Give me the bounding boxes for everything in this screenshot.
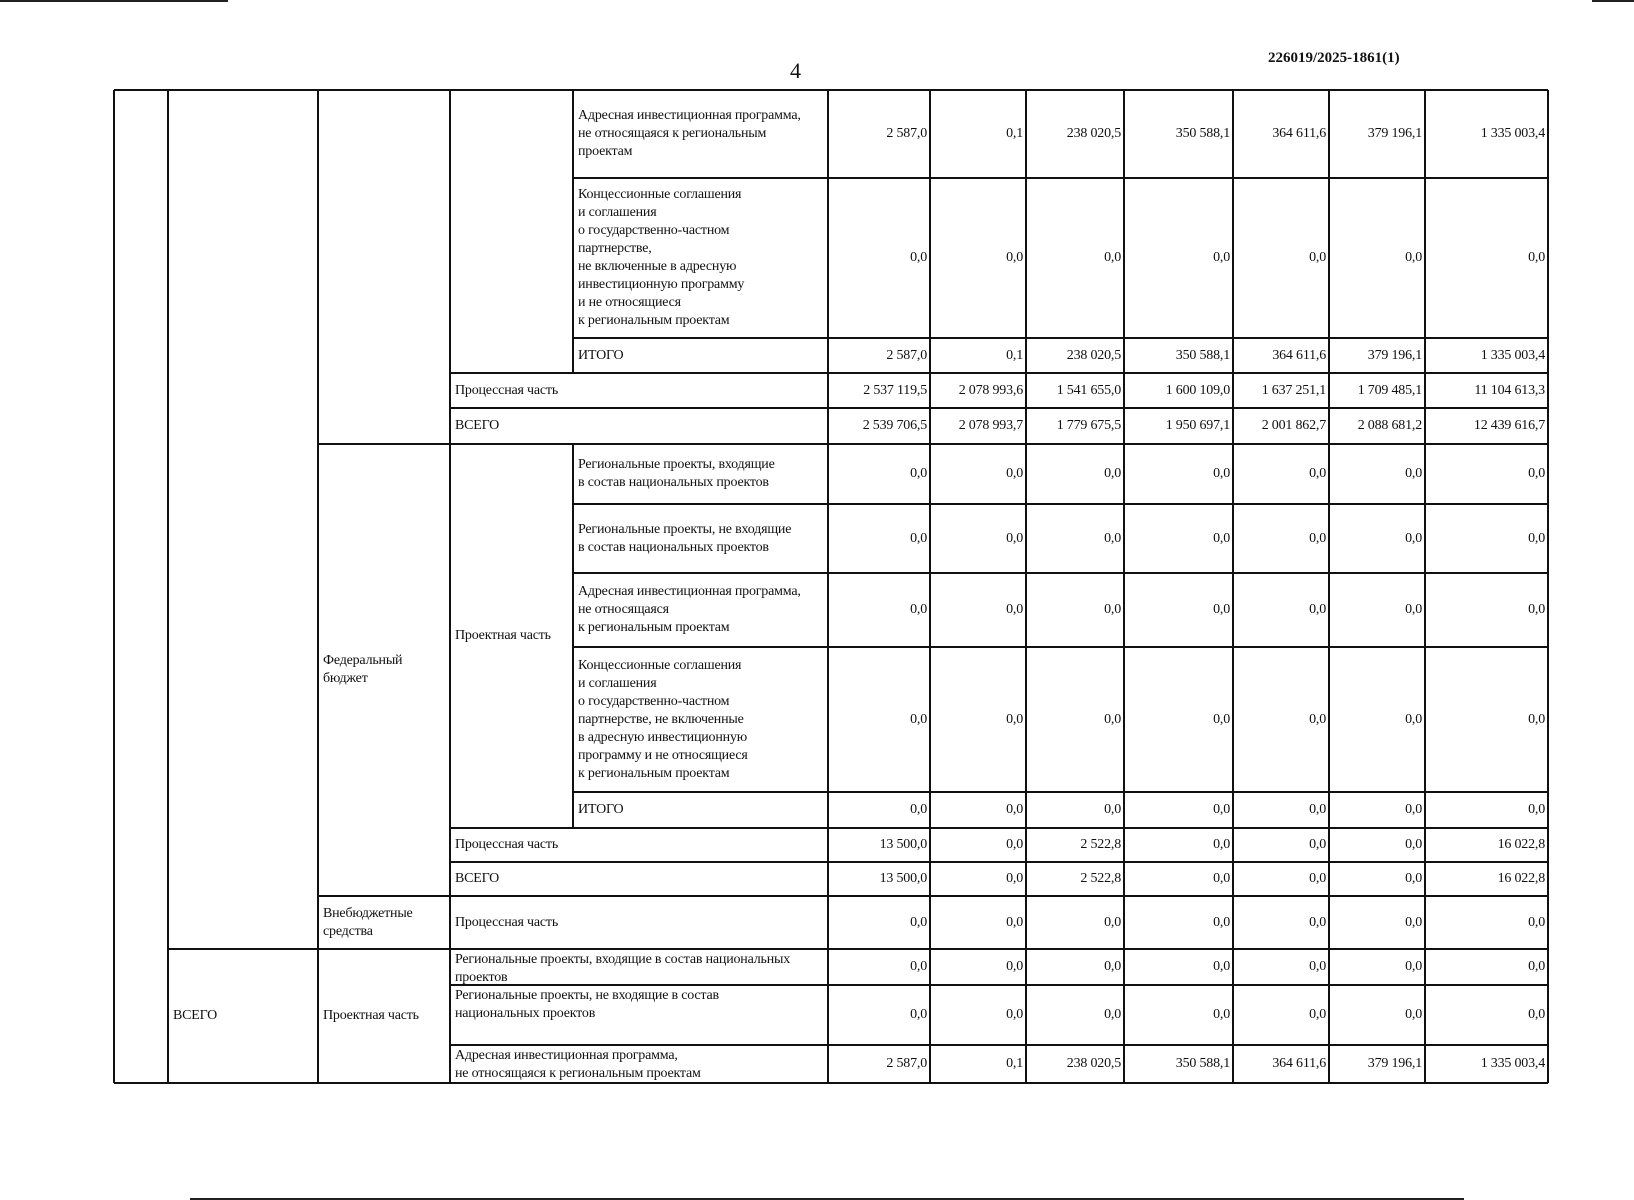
itogo-label: ИТОГО xyxy=(578,802,624,817)
value-cell: 364 611,6 xyxy=(1272,1056,1326,1071)
value-cell: 0,0 xyxy=(910,530,927,546)
value-cell: 0,0 xyxy=(1309,837,1326,852)
value-cell: 0,0 xyxy=(910,914,927,930)
value-cell: 364 611,6 xyxy=(1272,347,1326,363)
regional-projects-national-label: Региональные проекты, входящие в состав национальных проектов xyxy=(578,457,775,490)
value-cell: 0,1 xyxy=(1006,347,1023,363)
regional-projects-non-national-label: Региональные проекты, не входящие в состав национальных проектов xyxy=(578,521,792,555)
value-cell: 1 541 655,0 xyxy=(1056,382,1121,398)
value-cell: 0,0 xyxy=(1309,1007,1326,1022)
value-cell: 1 709 485,1 xyxy=(1357,382,1422,398)
value-cell: 0,0 xyxy=(1528,530,1545,546)
project-part-label: Проектная часть xyxy=(455,628,551,643)
process-part-label: Процессная часть xyxy=(455,837,559,852)
value-cell: 0,0 xyxy=(1213,711,1230,727)
value-cell: 0,0 xyxy=(1006,602,1023,617)
aip-label: Адресная инвестиционная программа, не относящаяся к региональным проектам xyxy=(578,584,801,635)
concession-label: Концессионные соглашения и соглашения о государственно-частном партнерстве, не включенные в адресную инвестиционную программу и не относящиеся к региональным проектам xyxy=(578,187,745,328)
page-number: 4 xyxy=(790,58,801,83)
value-cell: 0,0 xyxy=(1405,1007,1422,1022)
value-cell: 0,0 xyxy=(1528,1007,1545,1022)
value-cell: 0,0 xyxy=(1213,802,1230,817)
value-cell: 0,0 xyxy=(1104,530,1121,546)
value-cell: 0,0 xyxy=(1006,871,1023,886)
value-cell: 0,0 xyxy=(1528,250,1545,265)
value-cell: 12 439 616,7 xyxy=(1473,418,1545,433)
value-cell: 0,0 xyxy=(1006,914,1023,930)
vsego-label: ВСЕГО xyxy=(455,418,500,433)
value-cell: 0,0 xyxy=(910,802,927,817)
value-cell: 0,0 xyxy=(1104,1007,1121,1022)
value-cell: 0,0 xyxy=(910,959,927,974)
value-cell: 0,0 xyxy=(1006,530,1023,546)
value-cell: 0,0 xyxy=(1213,602,1230,617)
value-cell: 0,0 xyxy=(1213,837,1230,852)
value-cell: 0,0 xyxy=(1405,802,1422,817)
value-cell: 0,0 xyxy=(1405,530,1422,546)
value-cell: 0,0 xyxy=(1309,871,1326,886)
value-cell: 1 335 003,4 xyxy=(1480,1056,1545,1071)
value-cell: 350 588,1 xyxy=(1175,347,1230,363)
value-cell: 0,0 xyxy=(1213,250,1230,265)
value-cell: 0,0 xyxy=(1006,466,1023,481)
regional-projects-national-label: Региональные проекты, входящие в состав национальных проектов xyxy=(455,952,790,985)
project-part-label: Проектная часть xyxy=(323,1008,419,1023)
value-cell: 0,0 xyxy=(1104,466,1121,481)
document-id: 226019/2025-1861(1) xyxy=(1268,50,1400,66)
value-cell: 0,1 xyxy=(1006,1056,1023,1071)
value-cell: 2 587,0 xyxy=(886,347,927,363)
value-cell: 2 539 706,5 xyxy=(862,418,927,433)
value-cell: 16 022,8 xyxy=(1497,837,1545,852)
value-cell: 0,0 xyxy=(910,250,927,265)
value-cell: 0,0 xyxy=(1006,250,1023,265)
aip-label: Адресная инвестиционная программа, не относящаяся к региональным проектам xyxy=(578,108,801,159)
value-cell: 1 950 697,1 xyxy=(1165,418,1230,433)
value-cell: 0,0 xyxy=(1104,914,1121,930)
value-cell: 0,0 xyxy=(1309,602,1326,617)
value-cell: 238 020,5 xyxy=(1066,347,1121,363)
value-cell: 0,0 xyxy=(910,602,927,617)
value-cell: 1 335 003,4 xyxy=(1480,126,1545,141)
value-cell: 0,0 xyxy=(910,711,927,727)
value-cell: 379 196,1 xyxy=(1367,126,1422,141)
value-cell: 0,0 xyxy=(1006,837,1023,852)
value-cell: 11 104 613,3 xyxy=(1474,382,1545,398)
value-cell: 2 088 681,2 xyxy=(1357,418,1422,433)
value-cell: 2 078 993,6 xyxy=(958,382,1023,398)
value-cell: 0,0 xyxy=(910,466,927,481)
value-cell: 0,0 xyxy=(1528,959,1545,974)
value-cell: 2 587,0 xyxy=(886,1056,927,1071)
value-cell: 0,0 xyxy=(1528,602,1545,617)
federal-budget-label: Федеральный бюджет xyxy=(323,653,403,686)
value-cell: 379 196,1 xyxy=(1367,347,1422,363)
value-cell: 0,0 xyxy=(1528,466,1545,481)
value-cell: 0,0 xyxy=(1006,711,1023,727)
value-cell: 0,0 xyxy=(1104,250,1121,265)
process-part-label: Процессная часть xyxy=(455,382,559,398)
value-cell: 0,0 xyxy=(1104,802,1121,817)
value-cell: 0,0 xyxy=(1213,914,1230,930)
value-cell: 0,0 xyxy=(1309,250,1326,265)
value-cell: 0,0 xyxy=(1213,466,1230,481)
value-cell: 1 637 251,1 xyxy=(1261,382,1326,398)
value-cell: 0,0 xyxy=(1309,530,1326,546)
regional-projects-non-national-label: Региональные проекты, не входящие в состав национальных проектов xyxy=(455,988,719,1021)
grand-total-label: ВСЕГО xyxy=(173,1008,218,1023)
value-cell: 0,0 xyxy=(1405,959,1422,974)
aip-label: Адресная инвестиционная программа, не относящаяся к региональным проектам xyxy=(455,1048,701,1081)
value-cell: 2 001 862,7 xyxy=(1261,418,1326,433)
value-cell: 0,0 xyxy=(1006,959,1023,974)
table-border xyxy=(113,90,115,1083)
value-cell: 0,0 xyxy=(1006,1007,1023,1022)
value-cell: 0,0 xyxy=(1528,711,1545,727)
value-cell: 0,0 xyxy=(1405,466,1422,481)
value-cell: 13 500,0 xyxy=(879,837,927,852)
value-cell: 238 020,5 xyxy=(1066,126,1121,141)
value-cell: 0,0 xyxy=(1528,802,1545,817)
value-cell: 0,0 xyxy=(1309,914,1326,930)
value-cell: 16 022,8 xyxy=(1497,871,1545,886)
value-cell: 0,0 xyxy=(1213,871,1230,886)
value-cell: 350 588,1 xyxy=(1175,126,1230,141)
value-cell: 0,0 xyxy=(1405,837,1422,852)
value-cell: 0,0 xyxy=(1405,914,1422,930)
value-cell: 2 078 993,7 xyxy=(958,418,1023,433)
value-cell: 0,0 xyxy=(1309,466,1326,481)
value-cell: 0,0 xyxy=(1006,802,1023,817)
value-cell: 0,0 xyxy=(1213,1007,1230,1022)
value-cell: 350 588,1 xyxy=(1175,1056,1230,1071)
vsego-label: ВСЕГО xyxy=(455,871,500,886)
value-cell: 2 522,8 xyxy=(1080,871,1121,886)
value-cell: 0,0 xyxy=(1405,602,1422,617)
value-cell: 13 500,0 xyxy=(879,871,927,886)
value-cell: 0,0 xyxy=(910,1007,927,1022)
process-part-label: Процессная часть xyxy=(455,914,559,930)
value-cell: 0,0 xyxy=(1309,802,1326,817)
value-cell: 0,0 xyxy=(1405,250,1422,265)
value-cell: 0,0 xyxy=(1309,959,1326,974)
value-cell: 0,0 xyxy=(1405,871,1422,886)
value-cell: 2 537 119,5 xyxy=(863,382,927,398)
value-cell: 379 196,1 xyxy=(1367,1056,1422,1071)
concession-label: Концессионные соглашения и соглашения о государственно-частном партнерстве, не включенные в адресную инвестиционную программу и не относящиеся к региональным проектам xyxy=(578,657,748,781)
value-cell: 0,0 xyxy=(1309,711,1326,727)
value-cell: 0,0 xyxy=(1104,602,1121,617)
itogo-label: ИТОГО xyxy=(578,347,624,363)
value-cell: 1 335 003,4 xyxy=(1480,347,1545,363)
value-cell: 2 587,0 xyxy=(886,126,927,141)
value-cell: 0,0 xyxy=(1104,711,1121,727)
value-cell: 0,0 xyxy=(1104,959,1121,974)
value-cell: 0,0 xyxy=(1528,914,1545,930)
value-cell: 1 779 675,5 xyxy=(1056,418,1121,433)
offbudget-funds-label: Внебюджетные средства xyxy=(323,905,413,939)
grid-line xyxy=(167,90,169,1083)
value-cell: 0,0 xyxy=(1213,530,1230,546)
value-cell: 1 600 109,0 xyxy=(1165,382,1230,398)
value-cell: 238 020,5 xyxy=(1066,1056,1121,1071)
value-cell: 0,1 xyxy=(1006,126,1023,141)
value-cell: 364 611,6 xyxy=(1272,126,1326,141)
value-cell: 2 522,8 xyxy=(1080,837,1121,852)
value-cell: 0,0 xyxy=(1213,959,1230,974)
value-cell: 0,0 xyxy=(1405,711,1422,727)
